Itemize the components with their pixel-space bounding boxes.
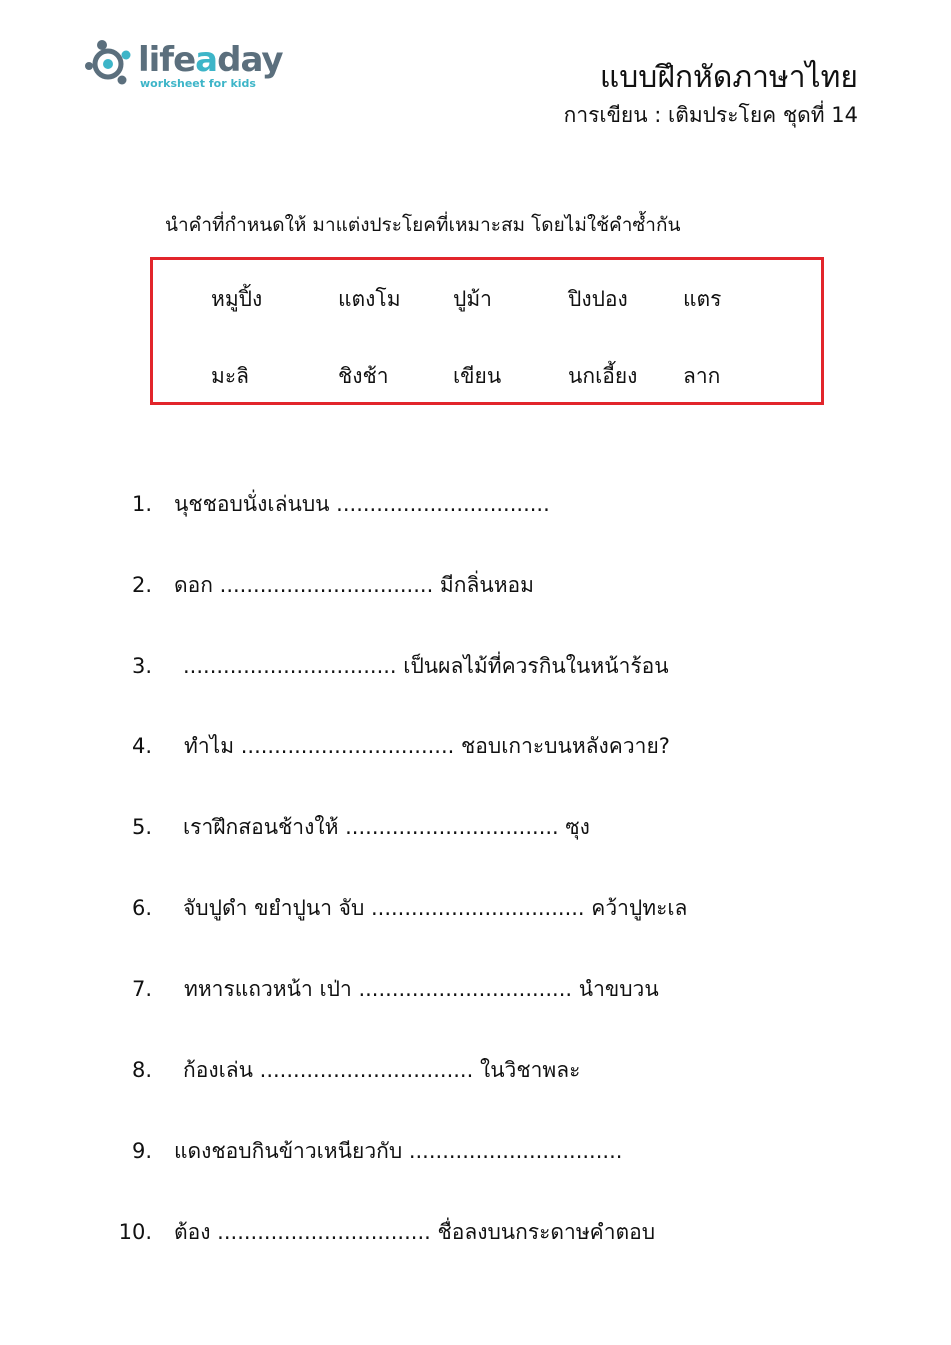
page-title: แบบฝึกหัดภาษาไทย xyxy=(599,60,858,95)
word-bank-item: หมูปิ้ง xyxy=(211,287,263,311)
word-bank-item: ชิงช้า xyxy=(338,364,389,388)
molecule-logo-icon xyxy=(84,36,136,88)
question-number: 3. xyxy=(131,654,152,678)
question-text: เราฝึกสอนช้างให้ ................................ ซุง xyxy=(183,815,590,839)
instruction-text: นำคำที่กำหนดให้ มาแต่งประโยคที่เหมาะสม โดยไม่ใช้คำซ้ำกัน xyxy=(165,214,681,236)
question-text: ก้องเล่น ................................ ในวิชาพละ xyxy=(183,1058,581,1082)
word-bank-item: มะลิ xyxy=(211,364,249,388)
question-text: ต้อง ................................ ชื่อลงบนกระดาษคำตอบ xyxy=(174,1220,656,1244)
question-number: 9. xyxy=(131,1139,152,1163)
question-number: 2. xyxy=(131,573,152,597)
question-number: 8. xyxy=(131,1058,152,1082)
question-text: ดอก ................................ มีกลิ่นหอม xyxy=(174,573,535,597)
question-number: 7. xyxy=(131,977,152,1001)
word-bank-item: ปูม้า xyxy=(453,287,492,311)
word-bank-item: เขียน xyxy=(453,364,502,388)
question-number: 4. xyxy=(131,734,152,758)
logo-wordmark: lifeaday xyxy=(138,40,283,80)
logo-tagline: worksheet for kids xyxy=(140,77,256,90)
question-number: 1. xyxy=(131,492,152,516)
question-text: แดงชอบกินข้าวเหนียวกับ ................................ xyxy=(174,1139,623,1163)
question-text: นุชชอบนั่งเล่นบน ................................ xyxy=(174,492,550,516)
question-text: ................................ เป็นผลไม้ที่ควรกินในหน้าร้อน xyxy=(183,654,669,678)
word-bank-item: นกเอี้ยง xyxy=(568,364,638,388)
word-bank-item: ลาก xyxy=(683,364,721,388)
question-text: จับปูดำ ขยำปูนา จับ ................................ คว้าปูทะเล xyxy=(183,896,688,920)
word-bank-item: ปิงปอง xyxy=(568,287,628,311)
page-subtitle: การเขียน : เติมประโยค ชุดที่ 14 xyxy=(563,103,858,127)
question-text: ทหารแถวหน้า เป่า ................................ นำขบวน xyxy=(184,977,659,1001)
question-text: ทำไม ................................ ชอบเกาะบนหลังควาย? xyxy=(184,734,670,758)
word-bank-item: แตงโม xyxy=(338,287,401,311)
question-number: 6. xyxy=(131,896,152,920)
question-number: 10. xyxy=(118,1220,152,1244)
word-bank-item: แตร xyxy=(683,287,722,311)
question-number: 5. xyxy=(131,815,152,839)
lifeaday-logo xyxy=(84,36,284,96)
